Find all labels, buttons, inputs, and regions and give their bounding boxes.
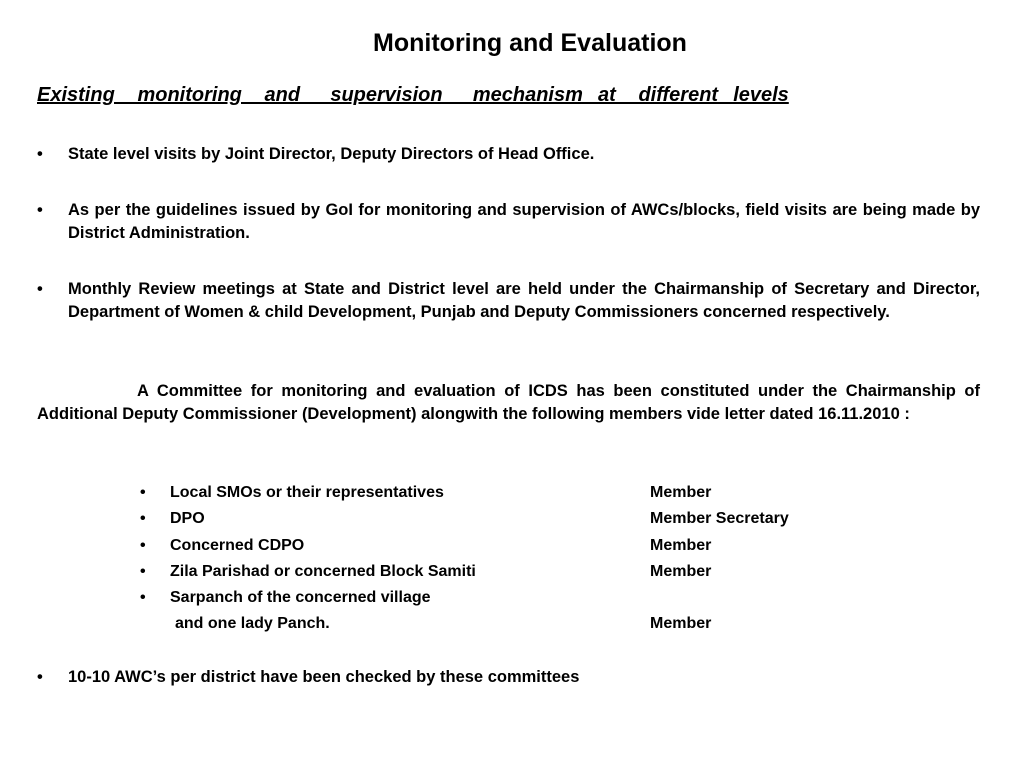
member-name: Local SMOs or their representatives bbox=[170, 484, 444, 501]
bullet-text: State level visits by Joint Director, Deputy Directors of Head Office. bbox=[68, 145, 595, 163]
bullet-item bbox=[37, 143, 980, 166]
bullet-text: As per the guidelines issued by GoI for monitoring and supervision of AWCs/blocks, field visits are being made by District Administration. bbox=[68, 201, 980, 242]
bullet-dot-icon: • bbox=[37, 201, 43, 219]
bullet-item bbox=[37, 278, 980, 324]
bullet-item bbox=[37, 199, 980, 245]
member-row bbox=[140, 507, 840, 533]
member-name: Zila Parishad or concerned Block Samiti bbox=[170, 562, 476, 580]
member-row-continuation bbox=[140, 612, 840, 638]
member-row bbox=[140, 586, 840, 612]
bullet-dot-icon: • bbox=[37, 280, 43, 298]
slide-subtitle: Existing monitoring and supervision mechanism at different levels bbox=[37, 84, 789, 106]
member-name: and one lady Panch. bbox=[175, 615, 330, 633]
committee-paragraph: A Committee for monitoring and evaluation of ICDS has been constituted under the Chairmanship of Additional Deputy Commissioner (Development) alongwith the following members vide letter dated 16.11.2010 : bbox=[37, 382, 980, 423]
bullet-dot-icon: • bbox=[37, 145, 43, 163]
member-role: Member bbox=[650, 562, 712, 580]
bullet-text: Monthly Review meetings at State and District level are held under the Chairmanship of Secretary and Director, Department of Women & child Development, Punjab and Deputy Commissioners concerned respectively. bbox=[68, 280, 980, 321]
bullet-text: 10-10 AWC’s per district have been checked by these committees bbox=[68, 668, 580, 686]
member-role: Member bbox=[650, 484, 712, 501]
bullet-dot-icon: • bbox=[140, 536, 146, 554]
member-role: Member Secretary bbox=[650, 510, 789, 528]
member-name: Concerned CDPO bbox=[170, 536, 305, 554]
member-role: Member bbox=[650, 536, 712, 554]
member-name: DPO bbox=[170, 510, 205, 528]
member-row bbox=[140, 534, 840, 560]
bullet-dot-icon: • bbox=[140, 510, 146, 528]
member-row bbox=[140, 560, 840, 586]
bullet-dot-icon: • bbox=[140, 589, 146, 607]
member-role: Member bbox=[650, 615, 712, 633]
bullet-dot-icon: • bbox=[37, 668, 43, 686]
member-row bbox=[140, 481, 840, 507]
bullet-dot-icon: • bbox=[140, 484, 146, 501]
bullet-dot-icon: • bbox=[140, 562, 146, 580]
member-name: Sarpanch of the concerned village bbox=[170, 589, 431, 607]
member-list bbox=[140, 481, 840, 639]
slide-title: Monitoring and Evaluation bbox=[373, 29, 687, 57]
bullet-item bbox=[37, 666, 980, 689]
